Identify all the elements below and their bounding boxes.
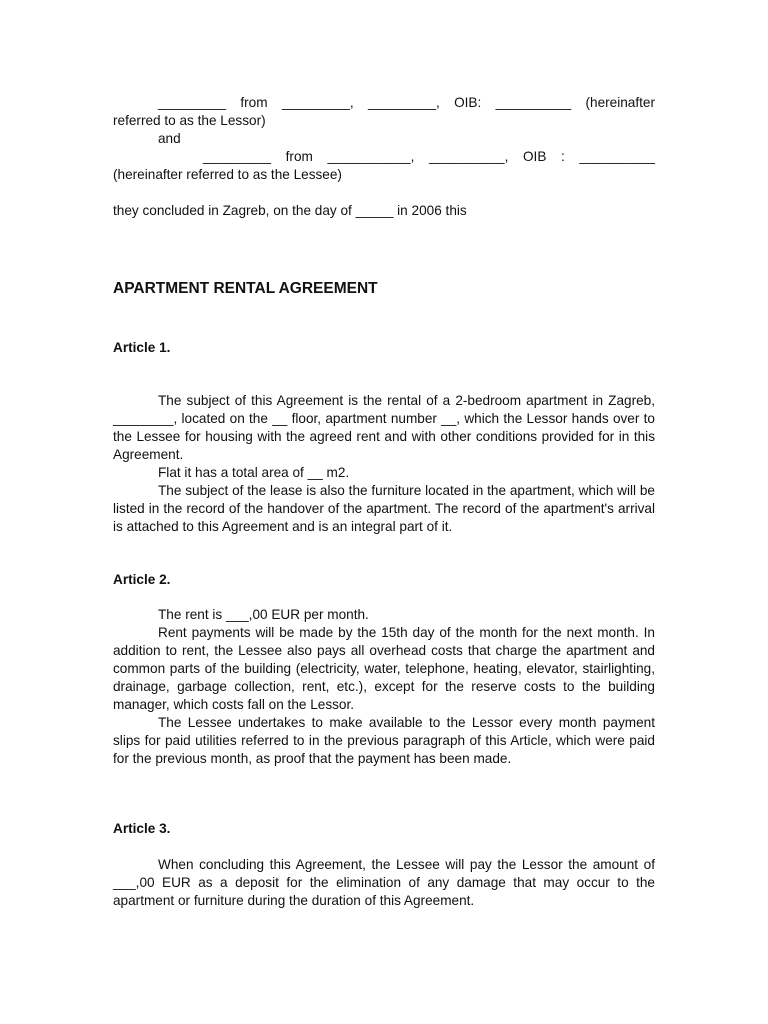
lessee-line-cont: (hereinafter referred to as the Lessee)	[113, 167, 342, 182]
concluded-statement	[113, 202, 655, 220]
article-paragraph: When concluding this Agreement, the Lessee will pay the Lessor the amount of ___,00 EUR as a deposit for the elimination of any damage that may occur to the apartment or furniture during the duration of this Agreement.	[113, 857, 655, 908]
document-title: APARTMENT RENTAL AGREEMENT	[113, 280, 378, 297]
article-heading: Article 3.	[113, 821, 171, 836]
title-block	[113, 280, 655, 298]
article-2-body	[113, 606, 655, 768]
preamble	[113, 94, 655, 184]
article-paragraph: The subject of this Agreement is the rental of a 2-bedroom apartment in Zagreb, ________, located on the __ floor, apartment number __, which the Lessor hands over to the Lessee for housing with the agreed rent and with other conditions provided for in this Agreement.	[113, 393, 655, 462]
article-paragraph: The Lessee undertakes to make available to the Lessor every month payment slips for paid utilities referred to in the previous paragraph of this Article, which were paid for the previous month, as proof that the payment has been made.	[113, 715, 655, 766]
article-3-heading-block	[113, 820, 655, 838]
article-paragraph: The rent is ___,00 EUR per month.	[158, 607, 369, 622]
article-heading: Article 2.	[113, 572, 171, 587]
article-2-heading-block	[113, 571, 655, 589]
lessor-line: _________ from _________, _________, OIB: __________ (hereinafter	[158, 95, 655, 110]
lessee-line: _________ from ___________, __________, OIB : __________	[203, 149, 655, 164]
and-text: and	[158, 131, 181, 146]
article-paragraph: Flat it has a total area of __ m2.	[158, 465, 350, 480]
article-1-body	[113, 392, 655, 536]
article-paragraph: The subject of the lease is also the furniture located in the apartment, which will be listed in the record of the handover of the apartment. The record of the apartment's arrival is attached to this Agreement and is an integral part of it.	[113, 483, 655, 534]
article-1-heading-block	[113, 339, 655, 357]
lessor-line-cont: referred to as the Lessor)	[113, 113, 266, 128]
article-paragraph: Rent payments will be made by the 15th day of the month for the next month. In addition to rent, the Lessee also pays all overhead costs that charge the apartment and common parts of the building (electricity, water, telephone, heating, elevator, stairlighting, drainage, garbage collection, rent, etc.), except for the reserve costs to the building manager, which costs fall on the Lessor.	[113, 625, 655, 712]
article-heading: Article 1.	[113, 340, 171, 355]
concluded-text: they concluded in Zagreb, on the day of _____ in 2006 this	[113, 203, 467, 218]
article-3-body	[113, 856, 655, 910]
